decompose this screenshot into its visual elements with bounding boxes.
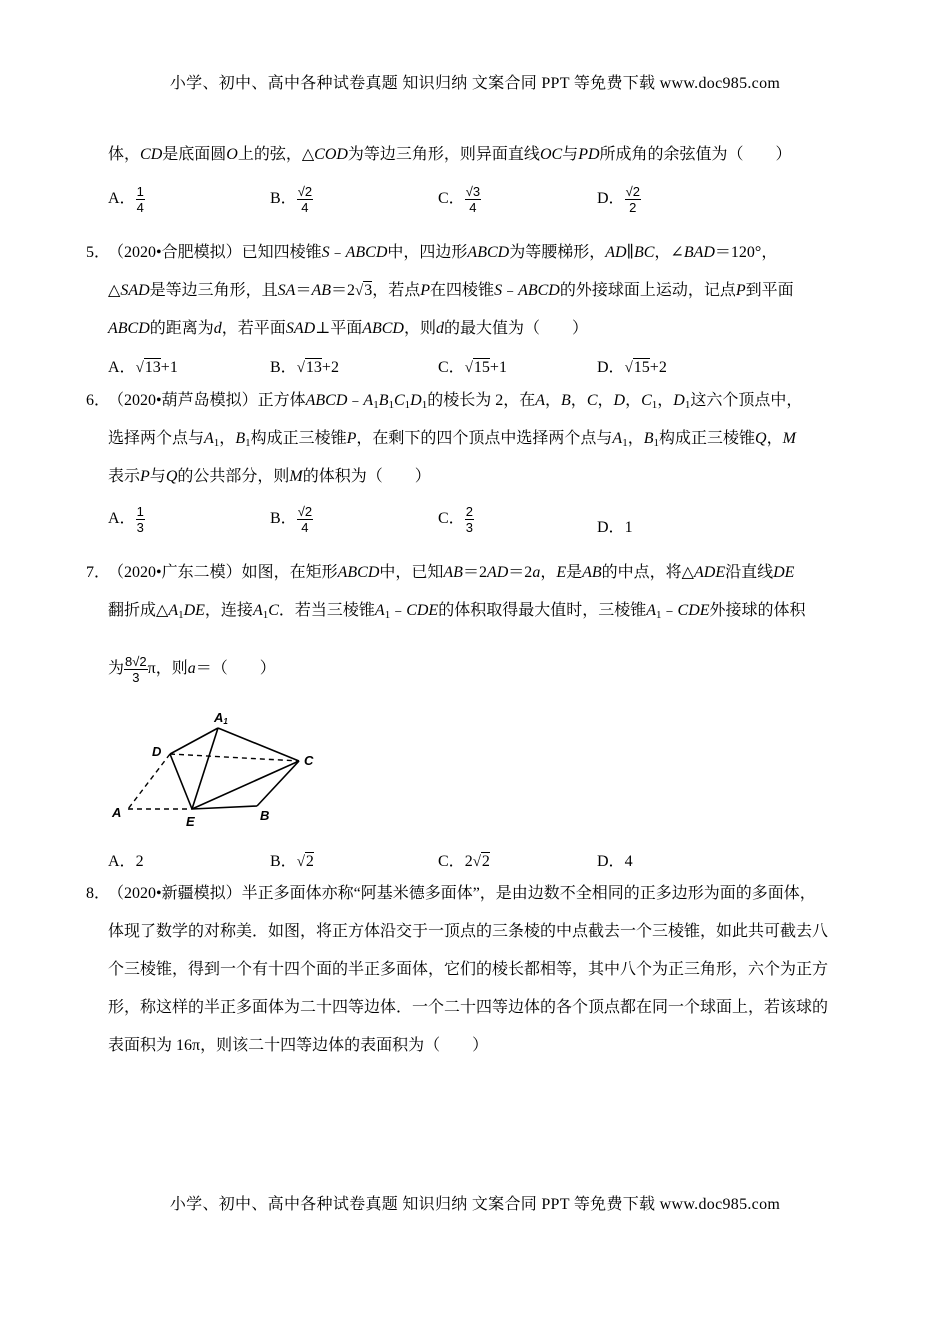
page-header: 小学、初中、高中各种试卷真题 知识归纳 文案合同 PPT 等免费下载 www.doc985.com [169, 75, 781, 92]
q6-option-d[interactable]: D．1 [597, 519, 633, 536]
label-a1: A1 [214, 710, 228, 726]
q7-option-c[interactable]: C．2√2 [438, 853, 490, 870]
q7-stem-line2: 翻折成$\triangle A_1DE$，连接$A_1C$．若当三棱锥$A_1﹣CDE$的体积取得最大值时，三棱锥$A_1﹣CDE$外接球的体积 [108, 602, 806, 621]
q6-stem-line3: 表示P与Q的公共部分，则M的体积为（ ） [108, 468, 431, 485]
q7-number: 7． [86, 564, 111, 581]
q6-option-a[interactable]: A． $\frac{1}{3}$ [108, 504, 144, 535]
q7-stem-line3: 为 $\frac{8√2}{3}$ π，则a＝（ ） [108, 654, 276, 685]
edge-b-c [257, 761, 299, 806]
q7-folded-rectangle-figure [100, 706, 330, 836]
q6-option-c[interactable]: C． $\frac{2}{3}$ [438, 504, 473, 535]
edge-e-c [192, 761, 299, 809]
label-e: E [186, 814, 195, 829]
edge-d-e [170, 754, 192, 809]
q4-option-b[interactable]: B． $\frac{√2}{4}$ [270, 184, 313, 215]
q4-option-d[interactable]: D． $\frac{√2}{2}$ [597, 184, 640, 215]
q7-stem-line1: （2020•广东二模）如图，在矩形ABCD中，已知AB＝2AD＝2a，E是AB的中点，将△ADE沿直线DE [108, 564, 795, 581]
edge-d-c-hidden [170, 754, 299, 761]
q8-stem-line1: （2020•新疆模拟）半正多面体亦称“阿基米德多面体”，是由边数不全相同的正多边形为面的多面体， [108, 885, 816, 902]
q5-option-c[interactable]: C．√15+1 [438, 359, 507, 376]
q5-option-a[interactable]: A．√13+1 [108, 359, 178, 376]
q6-stem-line2: 选择两个点与$A_1$，$B_1$构成正三棱锥P，在剩下的四个顶点中选择两个点与$A_1$，$B_1$构成正三棱锥Q，M [108, 430, 796, 449]
q6-option-b[interactable]: B． $\frac{√2}{4}$ [270, 504, 313, 535]
edge-d-a-hidden [128, 754, 170, 809]
q8-stem-line3: 个三棱锥，得到一个有十四个面的半正多面体，它们的棱长都相等，其中八个为正三角形，六个为正方 [108, 961, 829, 978]
edge-a1-c [218, 728, 299, 761]
q6-stem-line1: （2020•葫芦岛模拟）正方体$ABCD﹣A_1B_1C_1D_1$的棱长为 2，在A，B，C，D，$C_1$，$D_1$这六个顶点中， [108, 392, 803, 411]
q4-option-a[interactable]: A． $\frac{1}{4}$ [108, 184, 144, 215]
q5-option-b[interactable]: B．√13+2 [270, 359, 339, 376]
q7-option-a[interactable]: A．2 [108, 853, 144, 870]
q5-stem-line2: △SAD是等边三角形，且SA＝AB＝2√3，若点P在四棱锥S﹣ABCD的外接球面上运动，记点P到平面 [108, 282, 794, 299]
q4-option-c[interactable]: C． $\frac{√3}{4}$ [438, 184, 481, 215]
q7-option-d[interactable]: D．4 [597, 853, 633, 870]
q5-stem-line3: ABCD的距离为d，若平面SAD⊥平面ABCD，则d的最大值为（ ） [108, 320, 589, 337]
label-c: C [304, 753, 314, 768]
q5-number: 5． [86, 244, 111, 261]
label-b: B [260, 808, 270, 823]
q5-option-d[interactable]: D．√15+2 [597, 359, 667, 376]
q8-stem-line5: 表面积为 16π，则该二十四等边体的表面积为（ ） [108, 1037, 489, 1054]
edge-e-b [192, 806, 257, 809]
label-d: D [152, 744, 162, 759]
q4-stem-line1: 体，CD是底面圆O上的弦，△COD为等边三角形，则异面直线OC与PD所成角的余弦值为（ ） [108, 146, 792, 163]
q8-stem-line4: 形，称这样的半正多面体为二十四等边体．一个二十四等边体的各个顶点都在同一个球面上，若该球的 [108, 999, 829, 1016]
q8-stem-line2: 体现了数学的对称美．如图，将正方体沿交于一顶点的三条棱的中点截去一个三棱锥，如此共可截去八 [108, 923, 829, 940]
q8-number: 8． [86, 885, 111, 902]
q5-stem-line1: （2020•合肥模拟）已知四棱锥S﹣ABCD中，四边形ABCD为等腰梯形，AD∥BC，∠BAD＝120°， [108, 244, 778, 261]
q6-number: 6． [86, 392, 111, 409]
q7-option-b[interactable]: B．√2 [270, 853, 314, 870]
page-footer: 小学、初中、高中各种试卷真题 知识归纳 文案合同 PPT 等免费下载 www.doc985.com [169, 1196, 781, 1213]
label-a: A [112, 805, 122, 820]
